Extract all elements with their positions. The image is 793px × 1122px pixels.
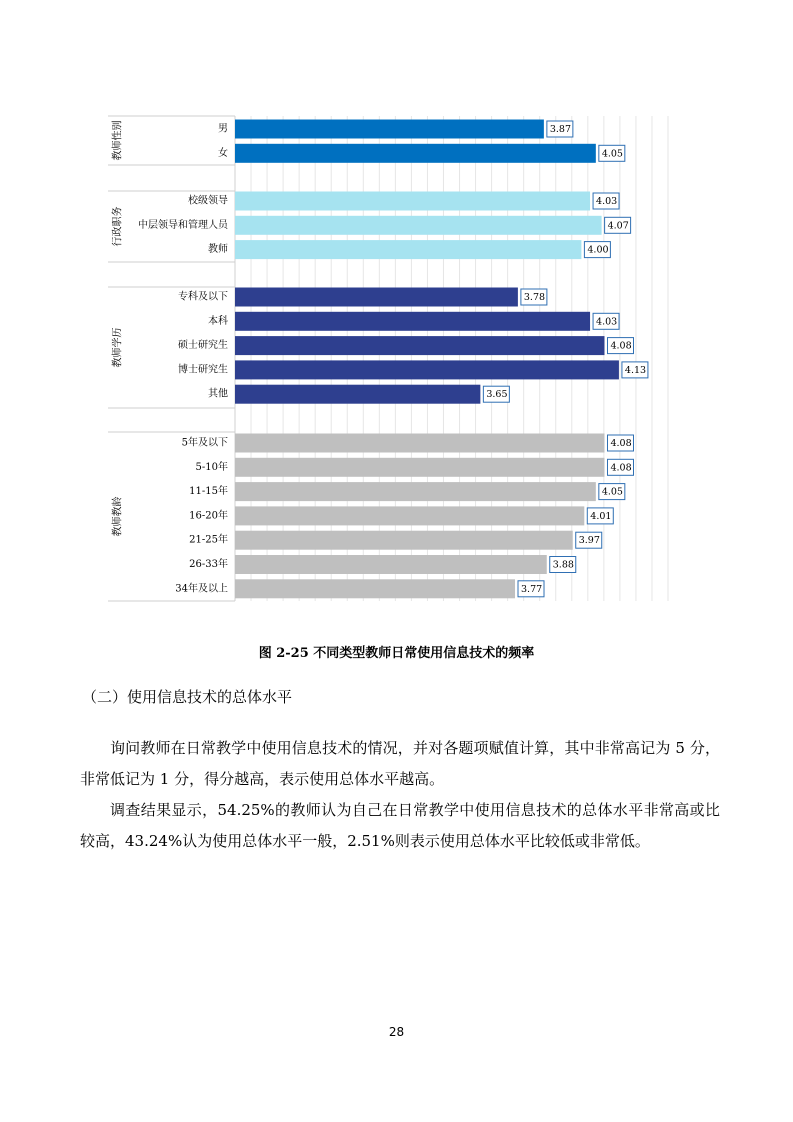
data-label: 4.05 (601, 486, 623, 498)
data-label: 3.88 (552, 559, 574, 571)
bar (235, 482, 596, 501)
data-label: 4.08 (610, 462, 632, 474)
bar (235, 360, 619, 379)
data-label: 4.05 (601, 148, 623, 160)
data-label: 3.77 (521, 583, 543, 595)
bar (235, 579, 515, 598)
bar (235, 555, 547, 574)
category-label: 硕士研究生 (178, 340, 228, 352)
category-label: 其他 (208, 388, 228, 400)
bar (235, 385, 480, 404)
data-label: 4.01 (590, 510, 612, 522)
group-label: 教师性别 (112, 120, 124, 161)
data-label: 3.78 (523, 292, 546, 303)
bar (235, 336, 604, 355)
data-label: 4.00 (587, 244, 609, 256)
bar (235, 506, 584, 525)
paragraph-2: 调查结果显示，54.25%的教师认为自己在日常教学中使用信息技术的总体水平非常高或比较高，43.24%认为使用总体水平一般，2.51%则表示使用总体水平比较低或非常低。 (80, 801, 720, 850)
data-label: 4.08 (610, 340, 632, 352)
category-label: 11-15年 (189, 486, 228, 498)
bar (235, 434, 604, 453)
bar (235, 458, 604, 477)
category-label: 34年及以上 (175, 583, 228, 595)
paragraph-1: 询问教师在日常教学中使用信息技术的情况，并对各题项赋值计算，其中非常高记为 5 分，非常低记为 1 分，得分越高，表示使用总体水平越高。 (80, 739, 720, 788)
group-label: 教师学历 (112, 327, 124, 368)
category-label: 女 (218, 147, 228, 159)
group-label: 行政职务 (112, 206, 124, 247)
bar (235, 240, 581, 259)
category-label: 专科及以下 (178, 291, 228, 303)
bar (235, 531, 573, 550)
bar (235, 216, 602, 235)
category-label: 博士研究生 (178, 364, 228, 376)
data-label: 4.07 (607, 220, 629, 232)
category-label: 校级领导 (188, 195, 228, 207)
page-number: 28 (388, 1025, 405, 1039)
category-label: 5年及以下 (181, 437, 228, 449)
data-label: 3.97 (578, 535, 600, 547)
data-label: 3.87 (549, 124, 572, 135)
category-label: 本科 (208, 315, 228, 327)
category-label: 21-25年 (189, 534, 228, 546)
category-label: 5-10年 (195, 461, 228, 473)
bar (235, 288, 518, 307)
category-label: 男 (218, 123, 228, 135)
data-label: 4.03 (596, 316, 618, 328)
category-label: 教师 (208, 244, 228, 256)
category-label: 中层领导和管理人员 (138, 219, 228, 231)
bar (235, 144, 596, 163)
figure-caption: 图 2-25 不同类型教师日常使用信息技术的频率 (258, 646, 535, 661)
group-label: 教师教龄 (112, 496, 124, 537)
bar (235, 120, 544, 139)
bar (235, 312, 590, 331)
category-label: 16-20年 (189, 510, 228, 522)
data-label: 3.65 (486, 389, 508, 401)
bar (235, 192, 590, 211)
data-label: 4.03 (596, 196, 618, 207)
section-heading: （二）使用信息技术的总体水平 (82, 688, 293, 706)
data-label: 4.08 (610, 438, 632, 449)
data-label: 4.13 (624, 364, 647, 376)
category-label: 26-33年 (189, 559, 228, 570)
